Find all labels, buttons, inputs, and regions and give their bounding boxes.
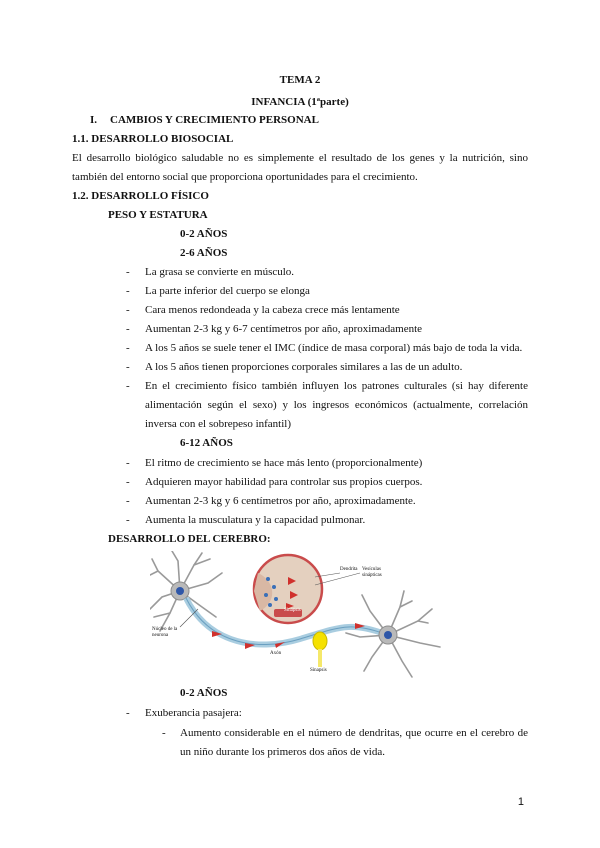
bullet-dash: - (126, 476, 130, 488)
bullet-dash: - (126, 266, 130, 278)
peso-estatura-heading: PESO Y ESTATURA (108, 209, 208, 221)
bullet-dash: - (162, 727, 166, 739)
bullet-dash: - (126, 304, 130, 316)
page-number: 1 (517, 796, 524, 808)
synapse-glow (313, 632, 327, 650)
bullet-dash: - (126, 457, 130, 469)
document-subtitle: INFANCIA (1ªparte) (251, 96, 349, 108)
list-item: Adquieren mayor habilidad para controlar sus propios cuerpos. (145, 476, 423, 488)
neuron-figure (150, 551, 450, 679)
subsection-heading-fisico: 1.2. DESARROLLO FÍSICO (72, 190, 209, 202)
bullet-dash: - (126, 323, 130, 335)
age-heading-brain-0-2: 0-2 AÑOS (180, 687, 228, 699)
figure-label-dendrite: Dendrita (340, 567, 358, 572)
section-number: I. (90, 114, 98, 126)
bullet-dash: - (126, 707, 130, 719)
figure-label-vesicles: Vesículas sinápticas (362, 567, 382, 578)
list-item: Aumenta la musculatura y la capacidad pulmonar. (145, 514, 366, 526)
list-item: En el crecimiento físico también influyen los patrones culturales (si hay diferente (145, 380, 528, 392)
subsection-heading-biosocial: 1.1. DESARROLLO BIOSOCIAL (72, 133, 234, 145)
list-item-continuation: alimentación según el sexo) y los ingresos económicos (actualmente, correlación (145, 399, 528, 411)
nested-list-item-continuation: un niño durante los primeros dos años de vida. (180, 746, 385, 758)
list-item: Cara menos redondeada y la cabeza crece más lentamente (145, 304, 400, 316)
bullet-dash: - (126, 380, 130, 392)
age-heading-2-6: 2-6 AÑOS (180, 247, 228, 259)
right-neuron-nucleus (384, 631, 392, 639)
list-item: La parte inferior del cuerpo se elonga (145, 285, 310, 297)
figure-label-nucleus: Núcleo de la neurona (152, 627, 178, 638)
figure-label-synapse-bottom: Sinapsis (310, 668, 327, 673)
bullet-dash: - (126, 285, 130, 297)
age-heading-6-12: 6-12 AÑOS (180, 437, 233, 449)
list-item: Exuberancia pasajera: (145, 707, 242, 719)
paragraph-line: también del entorno social que proporciona oportunidades para el crecimiento. (72, 171, 418, 183)
section-heading: CAMBIOS Y CRECIMIENTO PERSONAL (110, 114, 319, 126)
brain-development-heading: DESARROLLO DEL CEREBRO: (108, 533, 271, 545)
nested-list-item: Aumento considerable en el número de dendritas, que ocurre en el cerebro de (180, 727, 528, 739)
bullet-dash: - (126, 361, 130, 373)
left-neuron-nucleus (176, 587, 184, 595)
list-item: A los 5 años tienen proporciones corporales similares a las de un adulto. (145, 361, 463, 373)
list-item: La grasa se convierte en músculo. (145, 266, 295, 278)
bullet-dash: - (126, 514, 130, 526)
document-title: TEMA 2 (279, 74, 321, 86)
list-item: Aumentan 2-3 kg y 6-7 centímetros por año, aproximadamente (145, 323, 423, 335)
list-item: Aumentan 2-3 kg y 6 centímetros por año, aproximadamente. (145, 495, 416, 507)
figure-label-axon: Axón (270, 651, 282, 656)
bullet-dash: - (126, 495, 130, 507)
paragraph-line: El desarrollo biológico saludable no es simplemente el resultado de los genes y la nutrición, sino (72, 152, 528, 164)
list-item-continuation: inversa con el sobrepeso infantil) (145, 418, 292, 430)
list-item: A los 5 años se suele tener el IMC (índice de masa corporal) más bajo de toda la vida. (145, 342, 523, 354)
figure-label-synapse: Sinapsis (284, 608, 301, 613)
age-heading-0-2: 0-2 AÑOS (180, 228, 228, 240)
bullet-dash: - (126, 342, 130, 354)
list-item: El ritmo de crecimiento se hace más lento (proporcionalmente) (145, 457, 423, 469)
